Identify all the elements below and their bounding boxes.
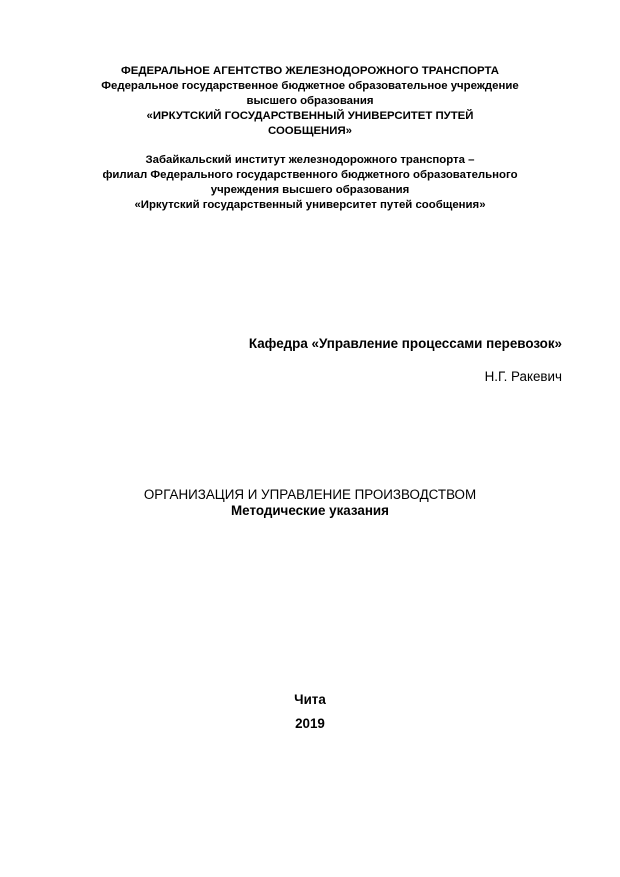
institution-level: высшего образования <box>246 95 374 107</box>
document-subtitle: Методические указания <box>231 503 389 518</box>
author-name: Н.Г. Ракевич <box>484 369 562 384</box>
branch-institution-level: учреждения высшего образования <box>210 184 410 196</box>
branch-university-name: «Иркутский государственный университет путей сообщения» <box>134 199 486 211</box>
institution-type: Федеральное государственное бюджетное образовательное учреждение <box>101 80 519 92</box>
document-title-block <box>60 487 560 519</box>
branch-header <box>60 153 560 213</box>
branch-name: Забайкальский институт железнодорожного транспорта – <box>145 154 475 166</box>
publication-year: 2019 <box>295 716 325 731</box>
university-name-line-2: СООБЩЕНИЯ» <box>268 125 352 137</box>
agency-header <box>60 64 560 139</box>
publication-info <box>60 692 560 732</box>
university-name-line-1: «ИРКУТСКИЙ ГОСУДАРСТВЕННЫЙ УНИВЕРСИТЕТ ПУТЕЙ <box>146 110 474 122</box>
agency-name: ФЕДЕРАЛЬНОЕ АГЕНТСТВО ЖЕЛЕЗНОДОРОЖНОГО ТРАНСПОРТА <box>121 65 499 77</box>
publication-city: Чита <box>294 692 326 707</box>
branch-affiliation: филиал Федерального государственного бюджетного образовательного <box>102 169 518 181</box>
document-title: ОРГАНИЗАЦИЯ И УПРАВЛЕНИЕ ПРОИЗВОДСТВОМ <box>143 487 477 502</box>
department-name: Кафедра «Управление процессами перевозок» <box>248 336 562 351</box>
